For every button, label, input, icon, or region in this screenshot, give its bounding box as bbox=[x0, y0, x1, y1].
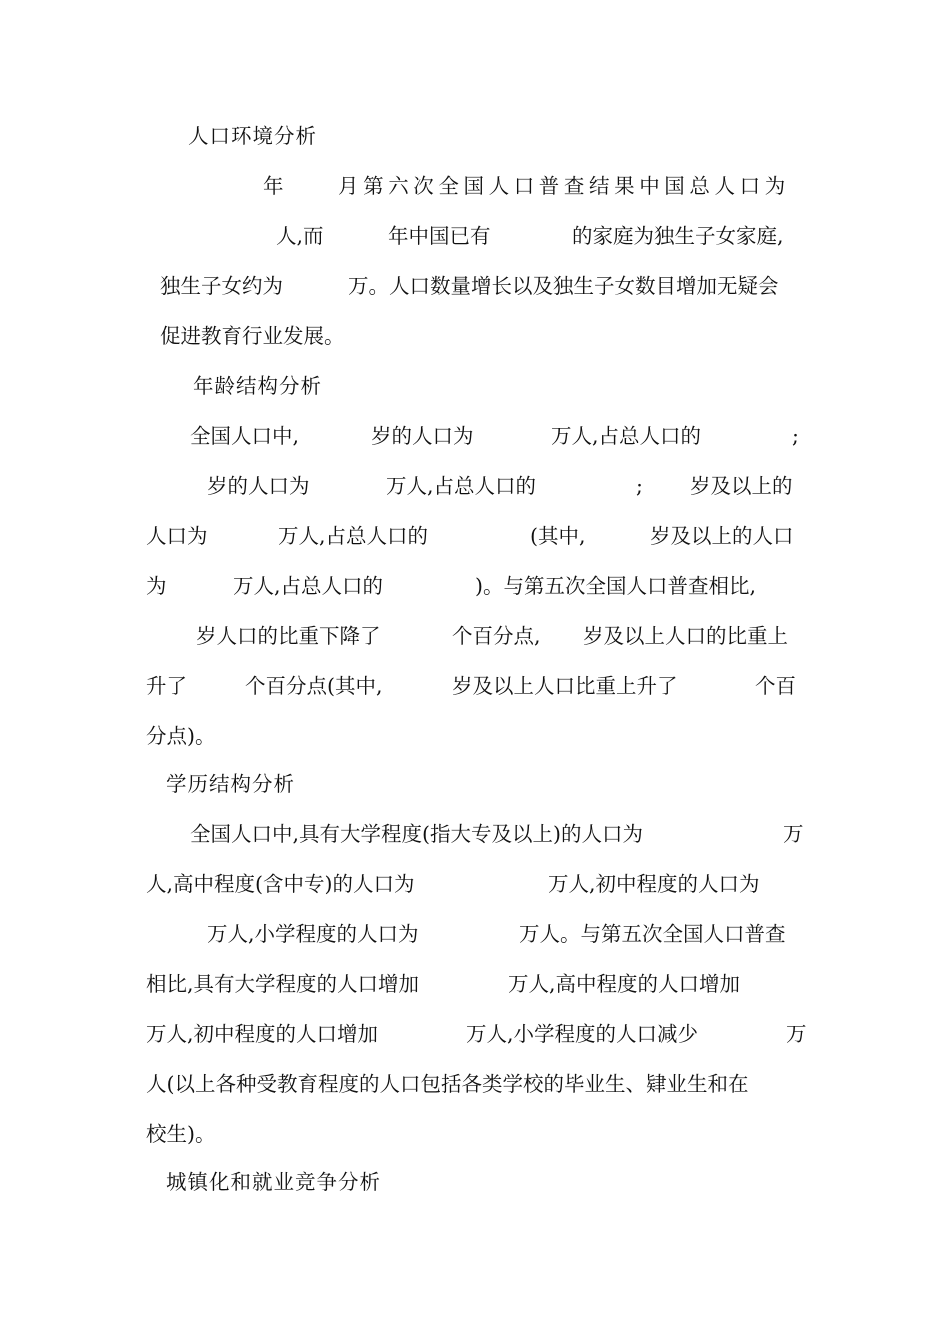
section-heading-education-structure: 学历结构分析 bbox=[166, 772, 295, 796]
paragraph-line: 人,而 年中国已有 的家庭为独生子女家庭, bbox=[276, 224, 784, 248]
section-heading-population: 人口环境分析 bbox=[188, 124, 317, 148]
paragraph-line: 升了 个百分点(其中, 岁及以上人口比重上升了 个百 bbox=[146, 674, 796, 698]
paragraph-line: 万人,小学程度的人口为 万人。与第五次全国人口普查 bbox=[207, 922, 786, 946]
paragraph-line: 促进教育行业发展。 bbox=[160, 324, 345, 348]
section-heading-age-structure: 年龄结构分析 bbox=[193, 374, 322, 398]
paragraph-line: 岁人口的比重下降了 个百分点, 岁及以上人口的比重上 bbox=[196, 624, 788, 648]
paragraph-line: 全国人口中,具有大学程度(指大专及以上)的人口为 万 bbox=[190, 822, 804, 846]
paragraph-line: 人,高中程度(含中专)的人口为 万人,初中程度的人口为 bbox=[146, 872, 760, 896]
paragraph-line: 为 万人,占总人口的 )。与第五次全国人口普查相比, bbox=[146, 574, 757, 598]
paragraph-line: 全国人口中, 岁的人口为 万人,占总人口的 ; bbox=[190, 424, 799, 448]
paragraph-line: 万人,初中程度的人口增加 万人,小学程度的人口减少 万 bbox=[146, 1022, 807, 1046]
paragraph-line: 分点)。 bbox=[146, 724, 216, 748]
paragraph-line: 相比,具有大学程度的人口增加 万人,高中程度的人口增加 bbox=[146, 972, 741, 996]
paragraph-line: 校生)。 bbox=[146, 1122, 216, 1146]
paragraph-line: 人(以上各种受教育程度的人口包括各类学校的毕业生、肄业生和在 bbox=[146, 1072, 749, 1096]
paragraph-line: 岁的人口为 万人,占总人口的 ; 岁及以上的 bbox=[207, 474, 793, 498]
section-heading-urbanization-employment: 城镇化和就业竞争分析 bbox=[166, 1170, 381, 1194]
paragraph-line: 独生子女约为 万。人口数量增长以及独生子女数目增加无疑会 bbox=[160, 274, 779, 298]
paragraph-line: 人口为 万人,占总人口的 (其中, 岁及以上的人口 bbox=[146, 524, 794, 548]
paragraph-line: 年 月第六次全国人口普查结果中国总人口为 bbox=[263, 174, 790, 198]
